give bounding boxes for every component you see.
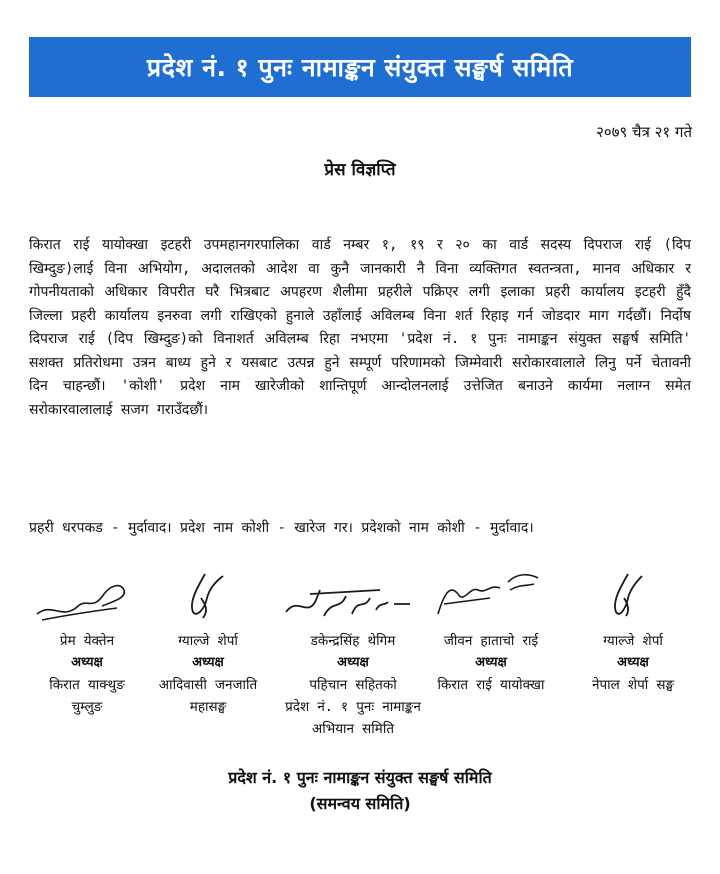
signatory-name: प्रेम येक्तेन	[59, 633, 115, 649]
signatory-name: ग्याल्जे शेर्पा	[603, 633, 663, 649]
footer-committee-name: प्रदेश नं. १ पुनः नामाङ्कन संयुक्त सङ्घर्ष समिति	[228, 768, 492, 787]
footer	[0, 765, 720, 817]
signatory-org: अभियान समिति	[311, 721, 395, 737]
signatory-role: अध्यक्ष	[337, 655, 369, 670]
signatory-name: डकेन्द्रसिंह थेगिम	[310, 633, 396, 649]
signatory-name: ग्याल्जे शेर्पा	[178, 633, 238, 649]
signatory-role: अध्यक्ष	[617, 655, 649, 670]
signatory-org: प्रदेश नं. १ पुनः नामाङ्कन	[285, 699, 421, 715]
signatory-org: आदिवासी जनजाति	[158, 677, 258, 693]
body-paragraph: किरात राई यायोक्खा इटहरी उपमहानगरपालिका वार्ड नम्बर १, १९ र २० का वार्ड सदस्य दिपराज राई (दिप खिम्दुङ)लाई विना अभियोग, अदालतको आदेश वा कुनै जानकारी नै विना व्यक्तिगत स्वतन्त्रता, मानव अधिकार र गोपनीयताको अधिकार विपरीत घरै भित्रबाट अपहरण शैलीमा प्रहरीले पक्रिएर लगी इलाका प्रहरी कार्यालय इटहरी हुँदै जिल्ला प्रहरी कार्यालय इनरुवा लगी राखिएको हुनाले उहाँलाई अविलम्ब विना शर्त रिहाइ गर्न जोडदार माग गर्दछौं। निर्दोष दिपराज राई (दिप खिम्दुङ)को विनाशर्त अविलम्ब रिहा नभएमा 'प्रदेश नं. १ पुनः नामाङ्कन संयुक्त सङ्घर्ष समिति' सशक्त प्रतिरोधमा उत्रन बाध्य हुने र यसबाट उत्पन्न हुने सम्पूर्ण परिणामको जिम्मेवारी सरोकारवालाले लिनु पर्ने चेतावनी दिन चाहन्छौं। 'कोशी' प्रदेश नाम खारेजीको शान्तिपूर्ण आन्दोलनलाई उत्तेजित बनाउने कार्यमा नलाग्न समेत सरोकारवालालाई सजग गराउँदछौं।	[29, 237, 691, 418]
signatory-role: अध्यक्ष	[71, 655, 103, 670]
signatory-org: किरात याक्थुङ	[49, 677, 125, 693]
document-title: प्रेस विज्ञप्ति	[324, 160, 396, 180]
signatory-5	[558, 630, 708, 696]
banner-title: प्रदेश नं. १ पुनः नामाङ्कन संयुक्त सङ्घर्ष समिति	[146, 53, 574, 82]
header-banner	[29, 37, 691, 97]
signature-2	[175, 568, 235, 623]
signatory-org: पहिचान सहितको	[309, 677, 397, 693]
signatory-org: चुम्लुङ	[71, 699, 103, 715]
signature-1	[32, 572, 132, 627]
signature-4	[430, 564, 545, 624]
signatures-row	[0, 560, 720, 640]
signatory-role: अध्यक्ष	[475, 655, 507, 670]
slogans: प्रहरी धरपकड - मुर्दावाद। प्रदेश नाम कोशी - खारेज गर। प्रदेशको नाम कोशी - मुर्दावाद।	[29, 520, 534, 536]
signatory-4	[416, 630, 566, 696]
body-paragraph-container	[29, 234, 691, 422]
footer-subtitle: (समन्वय समिति)	[309, 794, 411, 813]
signature-3	[280, 576, 420, 626]
signatory-1	[22, 630, 152, 718]
signature-5	[600, 570, 650, 625]
signatory-name: जीवन हाताचो राई	[443, 633, 539, 649]
signatory-role: अध्यक्ष	[192, 655, 224, 670]
signatory-org: महासङ्घ	[189, 699, 227, 715]
signatory-org: किरात राई यायोक्खा	[437, 677, 545, 693]
signatory-org: नेपाल शेर्पा सङ्घ	[591, 677, 675, 693]
date: २०७९ चैत्र २१ गते	[596, 123, 692, 141]
